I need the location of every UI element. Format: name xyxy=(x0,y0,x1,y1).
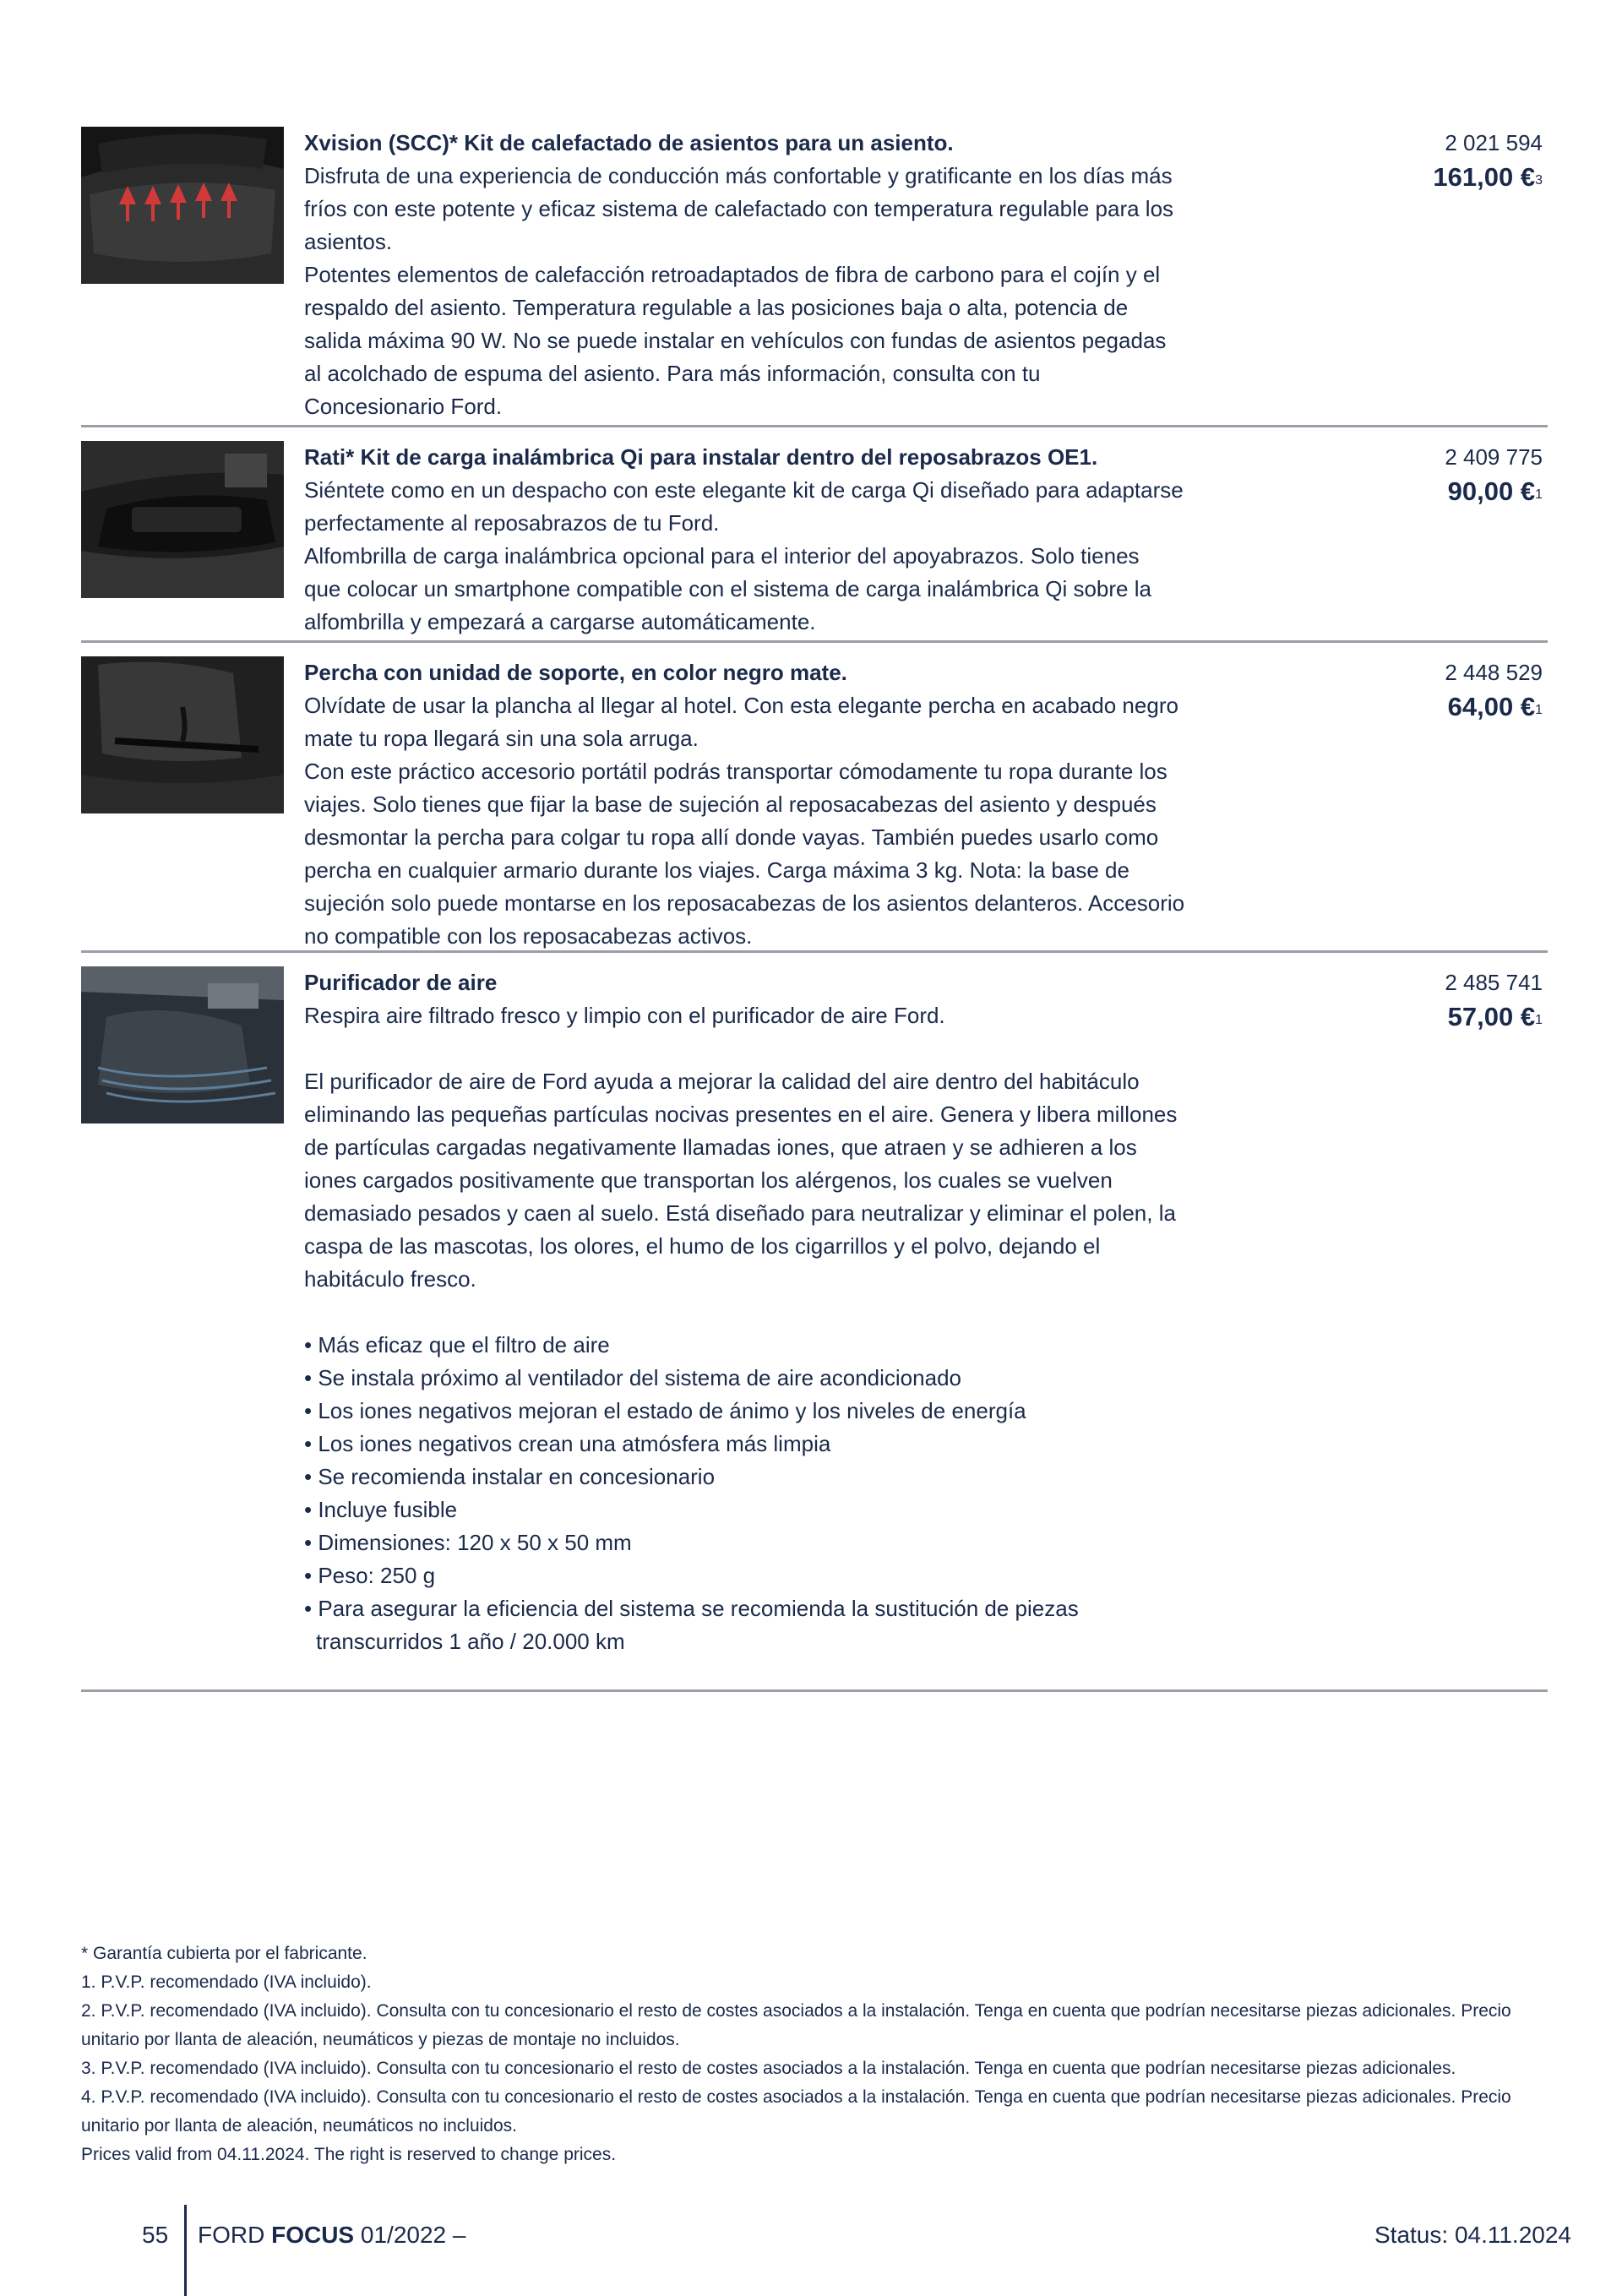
product-title: Rati* Kit de carga inalámbrica Qi para instalar dentro del reposabrazos OE1. xyxy=(304,444,1098,470)
product-pricing xyxy=(1445,441,1543,509)
footnote: Prices valid from 04.11.2024. The right is reserved to change prices. xyxy=(81,2145,617,2164)
product-paragraph: El purificador de aire de Ford ayuda a mejorar la calidad del aire dentro del habitáculo eliminando las pequeñas partículas nocivas presentes en el aire. Genera y libera millones de partículas cargadas negativamente llamadas iones, que atraen y se adhieren a los iones cargados positivamente que transportan los alérgenos, los cuales se vuelven demasiado pesados y caen al suelo. Está diseñado para neutralizar y eliminar el polen, la caspa de las mascotas, los olores, el humo de los cigarrillos y el polvo, dejando el habitáculo fresco. xyxy=(304,1069,1178,1292)
price-footnote: 1 xyxy=(1535,1013,1543,1027)
product-description xyxy=(304,441,1352,639)
product-pricing xyxy=(1433,127,1543,195)
product-description xyxy=(304,966,1352,1658)
feature-item: • Se recomienda instalar en concesionario xyxy=(304,1461,1352,1493)
footnote: 2. P.V.P. recomendado (IVA incluido). Consulta con tu concesionario el resto de costes asociados a la instalación. Tenga en cuenta que podrían necesitarse piezas adicionales. Precio unitario por llanta de aleación, neumáticos y piezas de montaje no incluidos. xyxy=(81,2001,1511,2049)
price: 57,00 €$^1$ xyxy=(1447,1002,1543,1031)
feature-item: • Incluye fusible xyxy=(304,1493,1352,1526)
footnote: 3. P.V.P. recomendado (IVA incluido). Consulta con tu concesionario el resto de costes asociados a la instalación. Tenga en cuenta que podrían necesitarse piezas adicionales. xyxy=(81,2059,1456,2078)
hanger-image xyxy=(81,656,284,813)
price: 64,00 €$^1$ xyxy=(1447,692,1543,721)
page-footer xyxy=(0,2205,1622,2296)
part-number: 2 409 775 xyxy=(1445,444,1543,470)
product-paragraph: Olvídate de usar la plancha al llegar al hotel. Con esta elegante percha en acabado negro mate tu ropa llegará sin una sola arruga. xyxy=(304,693,1178,751)
page-number: 55 xyxy=(142,2222,169,2248)
product-paragraph: Potentes elementos de calefacción retroadaptados de fibra de carbono para el cojín y el respaldo del asiento. Temperatura regulable a las posiciones baja o alta, potencia de salida máxima 90 W. No se puede instalar en vehículos con fundas de asientos pegadas al acolchado de espuma del asiento. Para más información, consulta con tu Concesionario Ford. xyxy=(304,262,1167,419)
product-paragraph: Respira aire filtrado fresco y limpio con el purificador de aire Ford. xyxy=(304,1003,945,1028)
product-item xyxy=(81,127,1548,427)
product-item xyxy=(81,427,1548,643)
product-paragraph: Alfombrilla de carga inalámbrica opcional para el interior del apoyabrazos. Solo tienes que colocar un smartphone compatible con el sistema de carga inalámbrica Qi sobre la alfombrilla y empezará a cargarse automáticamente. xyxy=(304,543,1151,634)
product-item xyxy=(81,643,1548,953)
price: 161,00 €$^3$ xyxy=(1433,162,1543,192)
feature-item: • Dimensiones: 120 x 50 x 50 mm xyxy=(304,1526,1352,1559)
product-description xyxy=(304,656,1352,953)
product-title: Percha con unidad de soporte, en color negro mate. xyxy=(304,660,847,685)
footnotes xyxy=(81,1940,1559,2169)
air-purifier-image xyxy=(81,966,284,1124)
product-pricing xyxy=(1445,966,1543,1035)
footnote: 4. P.V.P. recomendado (IVA incluido). Consulta con tu concesionario el resto de costes asociados a la instalación. Tenga en cuenta que podrían necesitarse piezas adicionales. Precio unitario por llanta de aleación, neumáticos no incluidos. xyxy=(81,2087,1511,2135)
feature-list xyxy=(304,1329,1352,1658)
footer-divider xyxy=(184,2205,187,2296)
feature-item: • Se instala próximo al ventilador del sistema de aire acondicionado xyxy=(304,1362,1352,1395)
product-pricing xyxy=(1445,656,1543,725)
feature-item: • Para asegurar la eficiencia del sistema se recomienda la sustitución de piezas transcurridos 1 año / 20.000 km xyxy=(304,1592,1352,1658)
status-date: Status: 04.11.2024 xyxy=(1374,2222,1571,2248)
product-title: Purificador de aire xyxy=(304,970,498,995)
brand-label: FORD FOCUS 01/2022 – xyxy=(198,2222,466,2248)
heated-seat-image xyxy=(81,127,284,284)
product-title: Xvision (SCC)* Kit de calefactado de asientos para un asiento. xyxy=(304,130,954,155)
price-footnote: 1 xyxy=(1535,487,1543,502)
product-list xyxy=(81,127,1548,1692)
product-paragraph: Siéntete como en un despacho con este elegante kit de carga Qi diseñado para adaptarse perfectamente al reposabrazos de tu Ford. xyxy=(304,477,1184,536)
price-footnote: 3 xyxy=(1535,173,1543,188)
feature-item: • Los iones negativos mejoran el estado de ánimo y los niveles de energía xyxy=(304,1395,1352,1428)
footnote: * Garantía cubierta por el fabricante. xyxy=(81,1944,367,1963)
product-description xyxy=(304,127,1352,423)
part-number: 2 448 529 xyxy=(1445,660,1543,685)
spacer xyxy=(304,1296,1352,1329)
feature-item: • Los iones negativos crean una atmósfera más limpia xyxy=(304,1428,1352,1461)
model-name: FOCUS xyxy=(271,2222,355,2248)
armrest-charger-image xyxy=(81,441,284,598)
price: 90,00 €$^1$ xyxy=(1447,476,1543,506)
feature-item: • Más eficaz que el filtro de aire xyxy=(304,1329,1352,1362)
part-number: 2 485 741 xyxy=(1445,970,1543,995)
product-item xyxy=(81,953,1548,1692)
part-number: 2 021 594 xyxy=(1445,130,1543,155)
spacer xyxy=(304,1032,1352,1065)
footnote: 1. P.V.P. recomendado (IVA incluido). xyxy=(81,1972,372,1992)
price-footnote: 1 xyxy=(1535,703,1543,717)
product-paragraph: Con este práctico accesorio portátil podrás transportar cómodamente tu ropa durante los viajes. Solo tienes que fijar la base de sujeción al reposacabezas del asiento y después desmontar la percha para colgar tu ropa allí donde vayas. También puedes usarlo como percha en cualquier armario durante los viajes. Carga máxima 3 kg. Nota: la base de sujeción solo puede montarse en los reposacabezas de los asientos delanteros. Accesorio no compatible con los reposacabezas activos. xyxy=(304,759,1185,949)
product-paragraph: Disfruta de una experiencia de conducción más confortable y gratificante en los días más fríos con este potente y eficaz sistema de calefactado con temperatura regulable para los asientos. xyxy=(304,163,1174,254)
feature-item: • Peso: 250 g xyxy=(304,1559,1352,1592)
